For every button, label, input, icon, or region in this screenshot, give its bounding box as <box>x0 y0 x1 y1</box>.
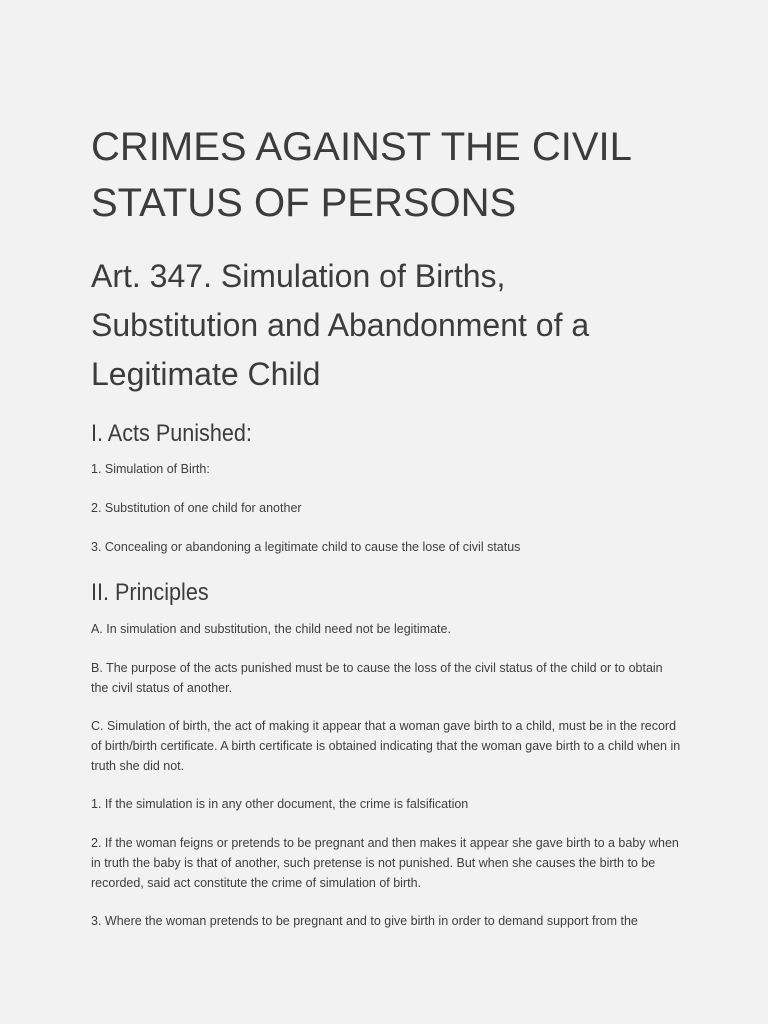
paragraph: B. The purpose of the acts punished must be to cause the loss of the civil status of the child or to obtain the civil status of another. <box>91 661 663 695</box>
document-title: CRIMES AGAINST THE CIVIL STATUS OF PERSONS <box>91 125 631 225</box>
paragraph: 1. If the simulation is in any other document, the crime is falsification <box>91 797 469 811</box>
list-item: 2. Substitution of one child for another <box>91 501 302 515</box>
section-heading-principles: II. Principles <box>91 579 209 606</box>
paragraph: C. Simulation of birth, the act of making it appear that a woman gave birth to a child, must be in the record of birth/birth certificate. A birth certificate is obtained indicating that the woman gave birth to a child when in truth she did not. <box>91 719 681 773</box>
article-heading: Art. 347. Simulation of Births, Substitution and Abandonment of a Legitimate Child <box>91 258 590 392</box>
paragraph: 2. If the woman feigns or pretends to be pregnant and then makes it appear she gave birth to a baby when in truth the baby is that of another, such pretense is not punished. But when she causes the birth to be recorded, said act constitute the crime of simulation of birth. <box>91 836 679 890</box>
list-item: 1. Simulation of Birth: <box>91 462 210 476</box>
section-heading-acts-punished: I. Acts Punished: <box>91 420 252 447</box>
paragraph: A. In simulation and substitution, the child need not be legitimate. <box>91 622 451 636</box>
paragraph: 3. Where the woman pretends to be pregnant and to give birth in order to demand support from the <box>91 914 638 928</box>
list-item: 3. Concealing or abandoning a legitimate child to cause the lose of civil status <box>91 540 521 554</box>
